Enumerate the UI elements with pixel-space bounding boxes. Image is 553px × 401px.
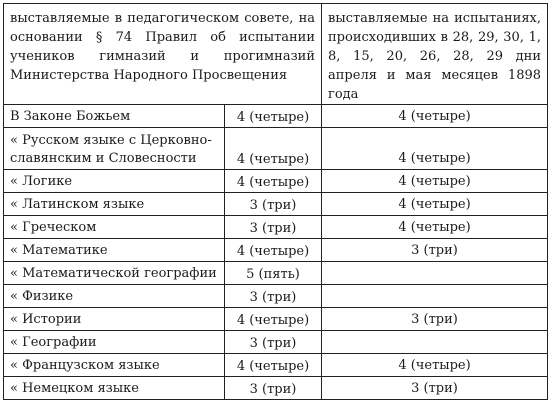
subject-cell: « Французском языке [4,354,225,377]
table-row [4,262,548,285]
subject-cell: « Русском языке с Церковно-славянским и Словесности [4,128,225,170]
council-grade-cell: 4 (четыре) [225,128,322,170]
exam-grade-cell: 4 (четыре) [322,128,548,170]
council-grade-cell: 4 (четыре) [225,105,322,128]
council-grade-cell: 5 (пять) [225,262,322,285]
header-council: выставляемые в педагогическом совете, на основании § 74 Правил об испытании учеников гимназий и прогимназий Министерства Народного Просвещения [4,4,322,105]
exam-grade-cell [322,262,548,285]
table-row [4,170,548,193]
council-grade-cell: 3 (три) [225,285,322,308]
header-row [4,4,548,105]
exam-grade-cell: 4 (четыре) [322,105,548,128]
council-grade-cell: 4 (четыре) [225,239,322,262]
council-grade-cell: 4 (четыре) [225,170,322,193]
exam-grade-cell [322,285,548,308]
council-grade-cell: 3 (три) [225,377,322,400]
table-row [4,128,548,170]
subject-cell: « Физике [4,285,225,308]
subject-cell: « Математике [4,239,225,262]
exam-grade-cell: 4 (четыре) [322,354,548,377]
exam-grade-cell: 3 (три) [322,239,548,262]
subject-cell: « Латинском языке [4,193,225,216]
table-row [4,377,548,400]
council-grade-cell: 4 (четыре) [225,354,322,377]
exam-grade-cell: 4 (четыре) [322,170,548,193]
table-row [4,354,548,377]
table-row [4,331,548,354]
exam-grade-cell: 3 (три) [322,377,548,400]
subject-cell: « Немецком языке [4,377,225,400]
council-grade-cell: 3 (три) [225,193,322,216]
subject-cell: В Законе Божьем [4,105,225,128]
exam-grade-cell: 3 (три) [322,308,548,331]
subject-cell: « Географии [4,331,225,354]
table-row [4,193,548,216]
grades-table [3,3,548,400]
table-row [4,105,548,128]
subject-cell: « Греческом [4,216,225,239]
subject-cell: « Истории [4,308,225,331]
council-grade-cell: 4 (четыре) [225,308,322,331]
table-row [4,285,548,308]
subject-cell: « Математической географии [4,262,225,285]
exam-grade-cell: 4 (четыре) [322,193,548,216]
table-row [4,308,548,331]
table-row [4,239,548,262]
subject-cell: « Логике [4,170,225,193]
table-row [4,216,548,239]
council-grade-cell: 3 (три) [225,331,322,354]
header-exam: выставляемые на испытаниях, происходивших в 28, 29, 30, 1, 8, 15, 20, 26, 28, 29 дни апреля и мая месяцев 1898 года [322,4,548,105]
exam-grade-cell: 4 (четыре) [322,216,548,239]
exam-grade-cell [322,331,548,354]
council-grade-cell: 3 (три) [225,216,322,239]
